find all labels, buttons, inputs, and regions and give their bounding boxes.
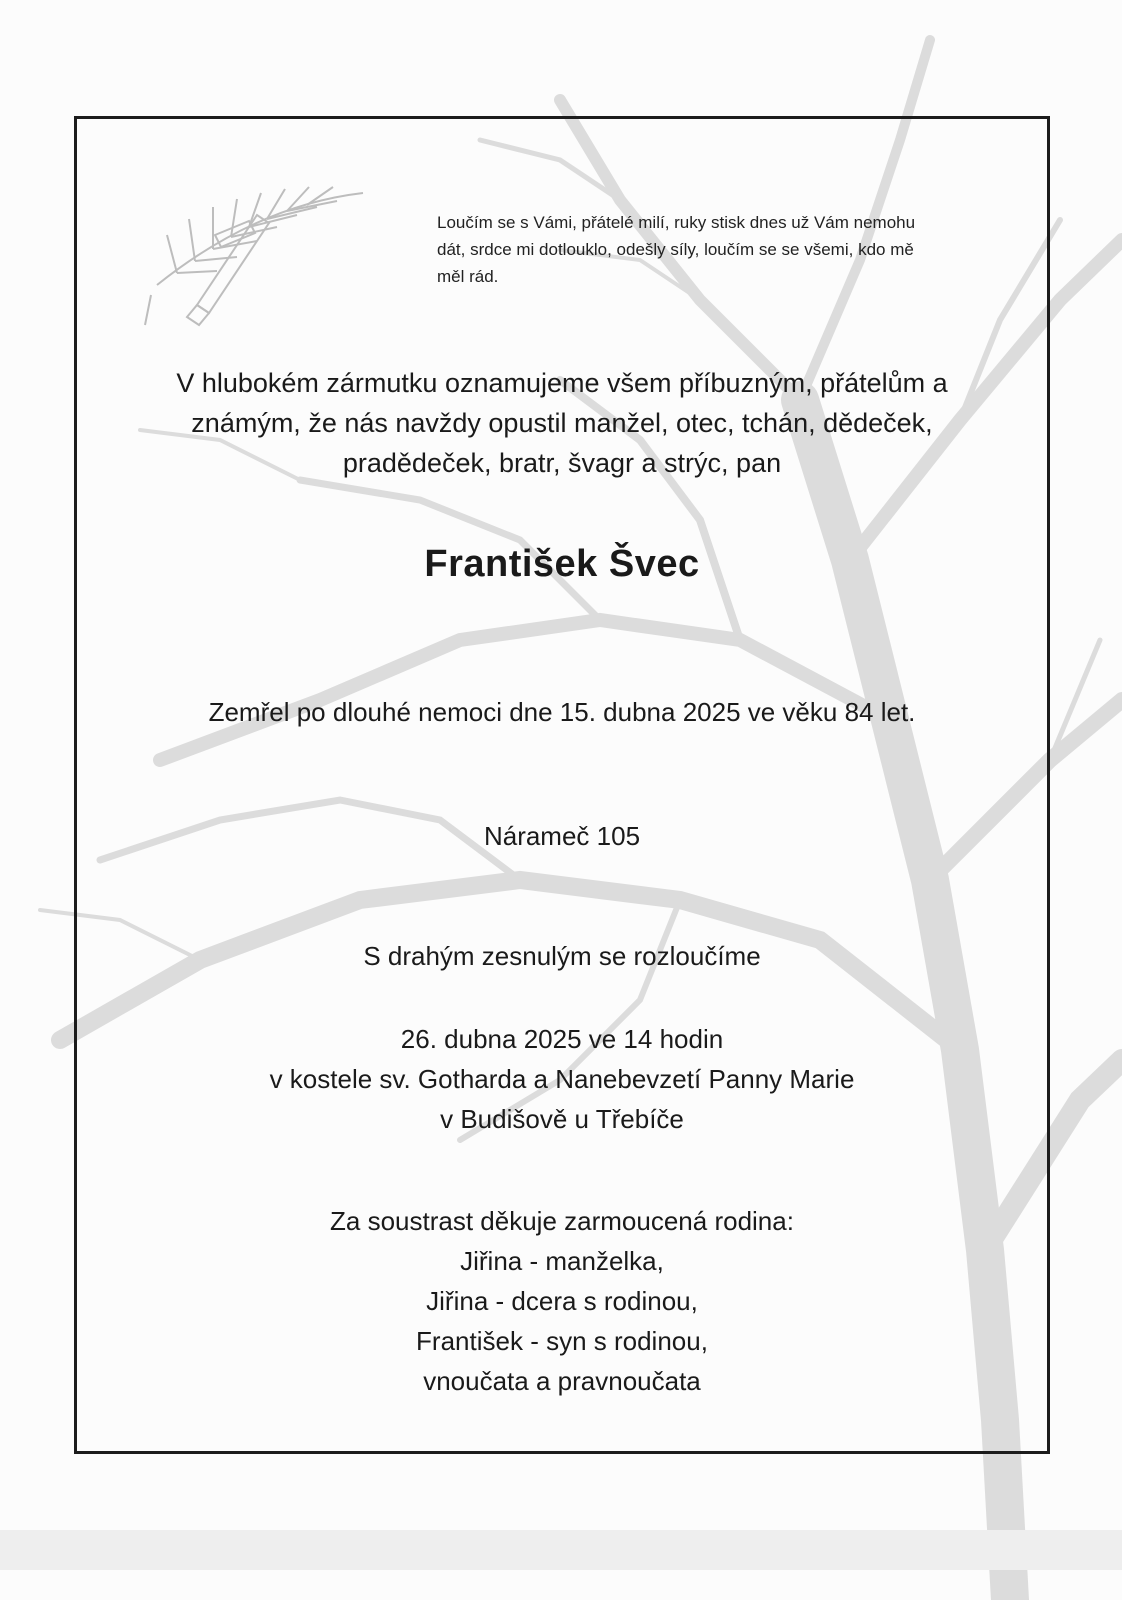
family-member: Jiřina - manželka, [460, 1246, 664, 1276]
deceased-name: František Švec [424, 543, 700, 585]
announcement-line: V hlubokém zármutku oznamujeme všem příbuzným, přátelům a [176, 368, 948, 398]
announcement-line: známým, že nás navždy opustil manžel, otec, tchán, dědeček, [191, 408, 933, 438]
ceremony-place: v Budišově u Třebíče [440, 1104, 684, 1134]
verse-line: měl rád. [437, 267, 499, 286]
ceremony-date: 26. dubna 2025 ve 14 hodin [400, 1024, 724, 1054]
family-member: Jiřina - dcera s rodinou, [426, 1286, 698, 1316]
thanks-heading: Za soustrast děkuje zarmoucená rodina: [330, 1206, 794, 1236]
ceremony-venue: v kostele sv. Gotharda a Nanebevzetí Panny Marie [269, 1064, 855, 1094]
family-member: František - syn s rodinou, [416, 1326, 708, 1356]
cross-and-palm-icon [137, 175, 377, 345]
family-member: vnoučata a pravnoučata [423, 1366, 701, 1396]
deceased-address: Náramеč 105 [483, 821, 641, 851]
announcement-text [77, 363, 1047, 483]
ceremony-details [77, 1019, 1047, 1139]
announcement-line: pradědeček, bratr, švagr a strýc, pan [342, 448, 782, 478]
death-notice: Zemřel po dlouhé nemoci dne 15. dubna 2025 ve věku 84 let. [208, 697, 916, 727]
family-thanks [77, 1201, 1047, 1401]
farewell-heading: S drahým zesnulým se rozloučíme [363, 941, 761, 971]
verse-line: dát, srdce mi dotlouklo, odešly síly, loučím se se všemi, kdo mě [437, 240, 914, 259]
verse-line: Loučím se s Vámi, přátelé milí, ruky stisk dnes už Vám nemohu [437, 213, 916, 232]
notice-frame [74, 116, 1050, 1454]
farewell-verse [437, 209, 1017, 290]
